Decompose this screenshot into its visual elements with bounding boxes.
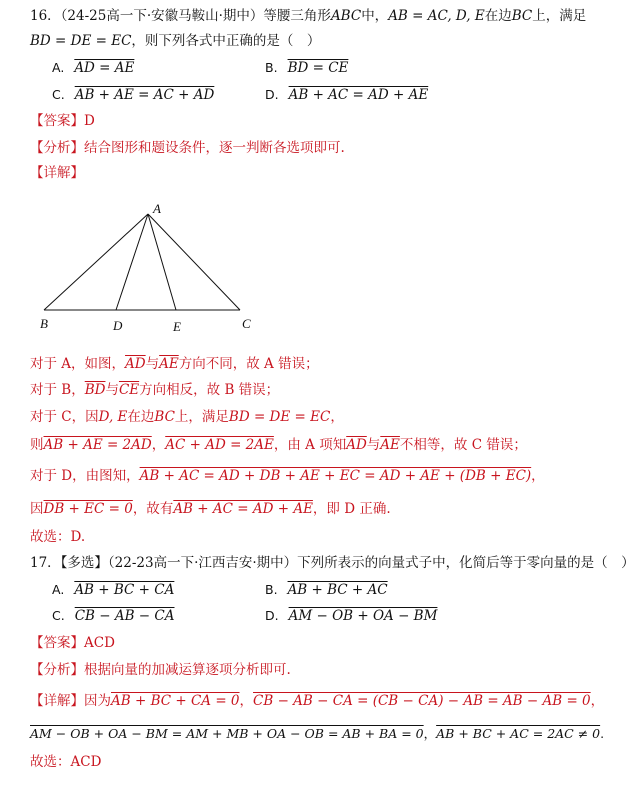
q17-stem: [30, 553, 635, 573]
text: ，由 A 项知: [273, 437, 347, 453]
q17-option-b: [265, 580, 388, 600]
analysis-text: 结合图形和题设条件，逐一判断各选项即可.: [84, 140, 345, 156]
text: 故选：ACD: [30, 754, 102, 770]
q16-solution-d: [30, 466, 593, 486]
vector: AB + AC = AD + AE: [173, 501, 313, 517]
text: ，: [423, 726, 437, 741]
option-label: A.: [52, 60, 65, 75]
text: 故选：D.: [30, 529, 86, 545]
q16-stem-text: 16．（24-25高一下·安徽马鞍山·期中）等腰三角形: [30, 8, 331, 24]
text: ，: [330, 409, 344, 425]
text: 对于 D，由图知，: [30, 468, 140, 484]
option-text: BD = CE: [287, 60, 349, 76]
option-label: C.: [52, 608, 65, 623]
q17-stem-text: 17．【多选】（22-23高一下·江西吉安·期中）下列所表示的向量式子中，化简后等于零向量的是（ ）: [30, 555, 635, 571]
text: ，: [590, 693, 605, 709]
q16-solution-b: [30, 380, 593, 400]
option-label: D.: [265, 608, 279, 623]
text: ，: [151, 437, 166, 453]
vector: AM − OB + OA − BM = AM + MB + OA − OB = AB + BA = 0: [30, 726, 424, 741]
triangle-figure: [30, 198, 270, 338]
vector: $\overline{AE}$: [380, 437, 400, 453]
q16-condition1: AB = AC, D, E: [388, 8, 485, 24]
option-text: AB + AE = AC + AD: [74, 87, 215, 103]
text: ，即 D 正确.: [312, 501, 391, 517]
q17-option-a: [52, 580, 174, 600]
q16-stem-text5: ，则下列各式中正确的是（ ）: [131, 33, 321, 49]
q16-final: [30, 527, 593, 547]
math: BC: [154, 409, 175, 425]
q16-stem-text4: 上，满足: [532, 8, 587, 24]
option-text: AB + AC = AD + AE: [288, 87, 429, 103]
analysis-tag: 【分析】: [30, 140, 84, 156]
text: 方向相反，故 B 错误；: [139, 382, 280, 398]
q16-option-a: [52, 58, 134, 78]
vector: $\overline{AE}$: [159, 356, 179, 372]
analysis-text: 根据向量的加减运算逐项分析即可.: [84, 662, 291, 678]
q16-condition2: BD = DE = EC: [30, 33, 132, 49]
q16-stem-line2: [30, 31, 593, 51]
q17-option-c: [52, 606, 175, 626]
detail-tag: 【详解】: [30, 693, 84, 709]
option-text: AB + BC + CA: [74, 582, 175, 598]
vector: $\overline{AD}$: [125, 356, 146, 372]
q16-answer: [30, 111, 593, 131]
option-text: AD = AE: [74, 60, 135, 76]
vertex-label-e: E: [173, 319, 181, 334]
q16-stem-text3: 在边: [484, 8, 512, 24]
q17-detail-line2: [30, 724, 605, 744]
q16-stem-text2: 中，: [361, 8, 389, 24]
q16-option-b: [265, 58, 348, 78]
vector: CB − AB − CA = (CB − CA) − AB = AB − AB = 0: [253, 693, 591, 709]
q16-solution-a: [30, 354, 593, 374]
vector: AB + AC = AD + DB + AE + EC = AD + AE + (DB + EC): [139, 468, 532, 484]
text: 方向不同，故 A 错误；: [178, 356, 319, 372]
text: 在边: [127, 409, 155, 425]
text: ，: [239, 693, 254, 709]
q17-analysis: [30, 660, 593, 680]
option-label: A.: [52, 582, 65, 597]
math: D, E: [98, 409, 128, 425]
text: ，: [531, 468, 545, 484]
q16-solution-c: [30, 407, 593, 427]
q16-detail-tag: [30, 163, 593, 183]
vector: $\overline{AD}$: [346, 437, 367, 453]
q16-analysis: [30, 138, 593, 158]
q16-triangle-name: ABC: [330, 8, 362, 24]
vector: DB + EC = 0: [43, 501, 133, 517]
answer-tag: 【答案】: [30, 635, 84, 651]
vector: $\overline{CE}$: [118, 382, 140, 398]
vector: $\overline{BD}$: [84, 382, 106, 398]
vector: AB + BC + CA = 0: [111, 693, 240, 709]
option-label: B.: [265, 60, 278, 75]
option-label: B.: [265, 582, 278, 597]
text: 与: [105, 382, 119, 398]
q17-detail-line1: [30, 691, 605, 711]
math: BD = DE = EC: [228, 409, 331, 425]
answer-value: ACD: [84, 635, 115, 651]
option-text: AB + BC + AC: [287, 582, 388, 598]
q16-option-c: [52, 85, 214, 105]
text: .: [600, 726, 605, 741]
answer-tag: 【答案】: [30, 113, 84, 129]
text: ，故有: [132, 501, 174, 517]
q16-option-d: [265, 85, 428, 105]
text: 对于 A，如图，: [30, 356, 126, 372]
vertex-label-b: B: [40, 316, 48, 331]
text: 因为: [84, 693, 111, 709]
q16-solution-d2: [30, 499, 593, 519]
text: 对于 B，: [30, 382, 85, 398]
vector: AB + BC + AC = 2AC ≠ 0: [436, 726, 601, 741]
text: 上，满足: [174, 409, 229, 425]
answer-value: D: [84, 113, 95, 129]
text: 因: [30, 501, 44, 517]
option-label: D.: [265, 87, 279, 102]
text: 不相等，故 C 错误；: [399, 437, 527, 453]
analysis-tag: 【分析】: [30, 662, 84, 678]
option-text: AM − OB + OA − BM: [288, 608, 438, 624]
q16-side-bc: BC: [511, 8, 533, 24]
detail-tag: 【详解】: [30, 165, 84, 181]
q16-solution-c2: [30, 435, 593, 455]
vector: AB + AE = 2AD: [43, 437, 152, 453]
option-text: CB − AB − CA: [74, 608, 175, 624]
vertex-label-c: C: [242, 316, 251, 331]
text: 则: [30, 437, 44, 453]
text: 对于 C，因: [30, 409, 99, 425]
q17-final: [30, 752, 593, 772]
vertex-label-a: A: [153, 201, 161, 216]
q17-option-d: [265, 606, 437, 626]
vector: AC + AD = 2AE: [165, 437, 274, 453]
vertex-label-d: D: [113, 318, 123, 333]
text: 与: [366, 437, 381, 453]
option-label: C.: [52, 87, 65, 102]
q16-stem-line1: [30, 6, 593, 26]
q17-answer: [30, 633, 593, 653]
text: 与: [145, 356, 160, 372]
